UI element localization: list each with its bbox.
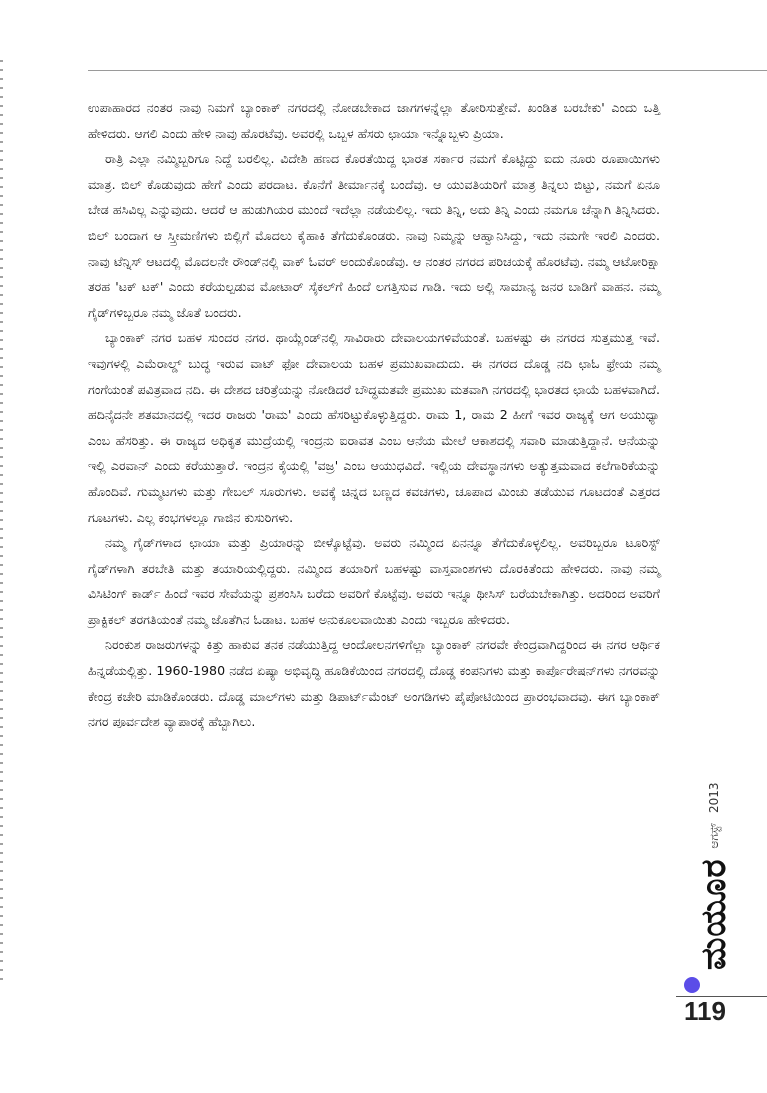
paragraph-5: ನಿರಂಕುಶ ರಾಜರುಗಳನ್ನು ಕಿತ್ತು ಹಾಕುವ ತನಕ ನಡೆಯುತ್ತಿದ್ದ ಆಂದೋಲನಗಳಿಗೆಲ್ಲಾ ಬ್ಯಾಂಕಾಕ್ ನಗರವೇ ಕೇಂದ್ರವಾಗಿದ್ದರಿಂದ ಈ ನಗರ ಆರ್ಥಿಕ ಹಿನ್ನಡೆಯಲ್ಲಿತ್ತು. 1960-1980 ನಡೆದ ಏಷ್ಯಾ ಅಭಿವೃದ್ಧಿ ಹೂಡಿಕೆಯಿಂದ ನಗರದಲ್ಲಿ ದೊಡ್ಡ ಕಂಪನಿಗಳು ಮತ್ತು ಕಾರ್ಪೊರೇಷನ್‌ಗಳು ನಗರವನ್ನು ಕೇಂದ್ರ ಕಚೇರಿ ಮಾಡಿಕೊಂಡರು. ದೊಡ್ಡ ಮಾಲ್‌ಗಳು ಮತ್ತು ಡಿಪಾರ್ಟ್‌ಮೆಂಟ್ ಅಂಗಡಿಗಳು ಪೈಪೋಟಿಯಿಂದ ಪ್ರಾರಂಭವಾದವು. ಈಗ ಬ್ಯಾಂಕಾಕ್ ನಗರ ಪೂರ್ವದೇಶ ವ್ಯಾಪಾರಕ್ಕೆ ಹೆಬ್ಬಾಗಿಲು. (88, 637, 660, 730)
issue-month: ಆಗಸ್ಟ್ (707, 823, 721, 849)
issue-year: 2013 (707, 782, 721, 814)
binding-marks (0, 60, 3, 980)
magazine-sidebar (684, 782, 744, 970)
paragraph-2: ರಾತ್ರಿ ಎಲ್ಲಾ ನಮ್ಮಿಬ್ಬರಿಗೂ ನಿದ್ದೆ ಬರಲಿಲ್ಲ. ವಿದೇಶಿ ಹಣದ ಕೊರತೆಯಿದ್ದ ಭಾರತ ಸರ್ಕಾರ ನಮಗೆ ಕೊಟ್ಟಿದ್ದು ಐದು ನೂರು ರೂಪಾಯಿಗಳು ಮಾತ್ರ. ಬಿಲ್ ಕೊಡುವುದು ಹೇಗೆ ಎಂದು ಪರದಾಟ. ಕೊನೆಗೆ ತೀರ್ಮಾನಕ್ಕೆ ಬಂದೆವು. ಆ ಯುವತಿಯರಿಗೆ ಮಾತ್ರ ತಿನ್ನಲು ಬಿಟ್ಟು, ನಮಗೆ ಏನೂ ಬೇಡ ಹಸಿವಿಲ್ಲ ಎನ್ನುವುದು. ಆದರೆ ಆ ಹುಡುಗಿಯರ ಮುಂದೆ ಇದೆಲ್ಲಾ ನಡೆಯಲಿಲ್ಲ. ಇದು ತಿನ್ನಿ, ಅದು ತಿನ್ನಿ ಎಂದು ನಮಗೂ ಚೆನ್ನಾಗಿ ತಿನ್ನಿಸಿದರು. ಬಿಲ್ ಬಂದಾಗ ಆ ಸ್ತ್ರೀಮಣಿಗಳು ಬಿಲ್ಲಿಗೆ ಮೊದಲು ಕೈಹಾಕಿ ತೆಗೆದುಕೊಂಡರು. ನಾವು ನಿಮ್ಮನ್ನು ಆಹ್ವಾನಿಸಿದ್ದು, ಇದು ನಮಗೇ ಇರಲಿ ಎಂದರು. ನಾವು ಟೆನ್ನಿಸ್ ಆಟದಲ್ಲಿ ಮೊದಲನೇ ರೌಂಡ್‌ನಲ್ಲಿ ವಾಕ್ ಓವರ್ ಅಂದುಕೊಂಡೆವು. ಆ ನಂತರ ನಗರದ ಪರಿಚಯಕ್ಕೆ ಹೊರಟೆವು. ನಮ್ಮ ಆಟೋರಿಕ್ಷಾ ತರಹ 'ಟಕ್ ಟಕ್' ಎಂದು ಕರೆಯಲ್ಪಡುವ ಮೋಟಾರ್ ಸೈಕಲ್‌ಗೆ ಹಿಂದೆ ಲಗತ್ತಿಸುವ ಗಾಡಿ. ಇದು ಅಲ್ಲಿ ಸಾಮಾನ್ಯ ಜನರ ಬಾಡಿಗೆ ವಾಹನ. ನಮ್ಮ ಗೈಡ್‌ಗಳಿಬ್ಬರೂ ನಮ್ಮ ಜೊತೆ ಬಂದರು. (88, 151, 660, 320)
paragraph-4: ನಮ್ಮ ಗೈಡ್‌ಗಳಾದ ಛಾಯಾ ಮತ್ತು ಪ್ರಿಯಾರನ್ನು ಬೀಳ್ಕೊಟ್ಟೆವು. ಅವರು ನಮ್ಮಿಂದ ಏನನ್ನೂ ತೆಗೆದುಕೊಳ್ಳಲಿಲ್ಲ. ಅವರಿಬ್ಬರೂ ಟೂರಿಸ್ಟ್ ಗೈಡ್‌ಗಳಾಗಿ ತರಬೇತಿ ಮತ್ತು ತಯಾರಿಯಲ್ಲಿದ್ದರು. ನಮ್ಮಿಂದ ತಯಾರಿಗೆ ಬಹಳಷ್ಟು ವಾಸ್ತವಾಂಶಗಳು ದೊರಕಿತೆಂದು ಹೇಳಿದರು. ನಾವು ನಮ್ಮ ವಿಸಿಟಿಂಗ್ ಕಾರ್ಡ್ ಹಿಂದೆ ಇವರ ಸೇವೆಯನ್ನು ಪ್ರಶಂಸಿಸಿ ಬರೆದು ಅವರಿಗೆ ಕೊಟ್ಟೆವು. ಅವರು ಇನ್ನೂ ಥೀಸಿಸ್ ಬರೆಯಬೇಕಾಗಿತ್ತು. ಅದರಿಂದ ಅವರಿಗೆ ಪ್ರಾಕ್ಟಿಕಲ್ ತರಗತಿಯಂತೆ ನಮ್ಮ ಜೊತೆಗಿನ ಓಡಾಟ. ಬಹಳ ಅನುಕೂಲವಾಯಿತು ಎಂದು ಇಬ್ಬರೂ ಹೇಳಿದರು. (88, 535, 660, 627)
vertical-masthead (684, 782, 744, 970)
accent-dot-icon (684, 977, 700, 993)
page-number: 119 (684, 996, 726, 1026)
paragraph-1: ಉಪಾಹಾರದ ನಂತರ ನಾವು ನಿಮಗೆ ಬ್ಯಾಂಕಾಕ್ ನಗರದಲ್ಲಿ ನೋಡಬೇಕಾದ ಜಾಗಗಳನ್ನೆಲ್ಲಾ ತೋರಿಸುತ್ತೇವೆ. ಖಂಡಿತ ಬರಬೇಕು' ಎಂದು ಒತ್ತಿ ಹೇಳಿದರು. ಆಗಲಿ ಎಂದು ಹೇಳಿ ನಾವು ಹೊರಟೆವು. ಅವರಲ್ಲಿ ಒಬ್ಬಳ ಹೆಸರು ಛಾಯಾ ಇನ್ನೊಬ್ಬಳು ಪ್ರಿಯಾ. (88, 100, 660, 141)
magazine-title: ಮಯೂರ (694, 858, 734, 970)
article-body (88, 95, 660, 735)
top-rule (88, 70, 767, 71)
paragraph-3: ಬ್ಯಾಂಕಾಕ್ ನಗರ ಬಹಳ ಸುಂದರ ನಗರ. ಥಾಯ್ಲೆಂಡ್‌ನಲ್ಲಿ ಸಾವಿರಾರು ದೇವಾಲಯಗಳಿವೆಯಂತೆ. ಬಹಳಷ್ಟು ಈ ನಗರದ ಸುತ್ತಮುತ್ತ ಇವೆ. ಇವುಗಳಲ್ಲಿ ಎಮೆರಾಲ್ಡ್ ಬುದ್ಧ ಇರುವ ವಾಟ್ ಫೋ ದೇವಾಲಯ ಬಹಳ ಪ್ರಮುಖವಾದುದು. ಈ ನಗರದ ದೊಡ್ಡ ನದಿ ಛಾಓ ಫ್ರೇಯ ನಮ್ಮ ಗಂಗೆಯಂತೆ ಪವಿತ್ರವಾದ ನದಿ. ಈ ದೇಶದ ಚರಿತ್ರೆಯನ್ನು ನೋಡಿದರೆ ಬೌದ್ಧಮತವೇ ಪ್ರಮುಖ ಮತವಾಗಿ ನಗರದಲ್ಲಿ ಭಾರತದ ಛಾಯೆ ಬಹಳವಾಗಿದೆ. ಹದಿನೈದನೇ ಶತಮಾನದಲ್ಲಿ ಇದರ ರಾಜರು 'ರಾಮ' ಎಂದು ಹೆಸರಿಟ್ಟುಕೊಳ್ಳುತ್ತಿದ್ದರು. ರಾಮ 1, ರಾಮ 2 ಹೀಗೆ ಇವರ ರಾಜ್ಯಕ್ಕೆ ಆಗ ಅಯುಧ್ಯಾ ಎಂಬ ಹೆಸರಿತ್ತು. ಈ ರಾಜ್ಯದ ಅಧಿಕೃತ ಮುದ್ರೆಯಲ್ಲಿ ಇಂದ್ರನು ಐರಾವತ ಎಂಬ ಆನೆಯ ಮೇಲೆ ಆಕಾಶದಲ್ಲಿ ಸವಾರಿ ಮಾಡುತ್ತಿದ್ದಾನೆ. ಆನೆಯನ್ನು ಇಲ್ಲಿ ಎರವಾನ್ ಎಂದು ಕರೆಯುತ್ತಾರೆ. ಇಂದ್ರನ ಕೈಯಲ್ಲಿ 'ವಜ್ರ' ಎಂಬ ಆಯುಧವಿದೆ. ಇಲ್ಲಿಯ ದೇವಸ್ಥಾನಗಳು ಅತ್ಯುತ್ತಮವಾದ ಕಲೆಗಾರಿಕೆಯನ್ನು ಹೊಂದಿವೆ. ಗುಮ್ಮಟಗಳು ಮತ್ತು ಗೇಬಲ್ ಸೂರುಗಳು. ಅವಕ್ಕೆ ಚಿನ್ನದ ಬಣ್ಣದ ಕವಚಗಳು, ಚೂಪಾದ ಮಿಂಚು ತಡೆಯುವ ಗೂಟದಂತೆ ಎತ್ತರದ ಗೂಟಗಳು. ಎಲ್ಲ ಕಂಭಗಳಲ್ಲೂ ಗಾಜಿನ ಕುಸುರಿಗಳು. (88, 330, 660, 525)
